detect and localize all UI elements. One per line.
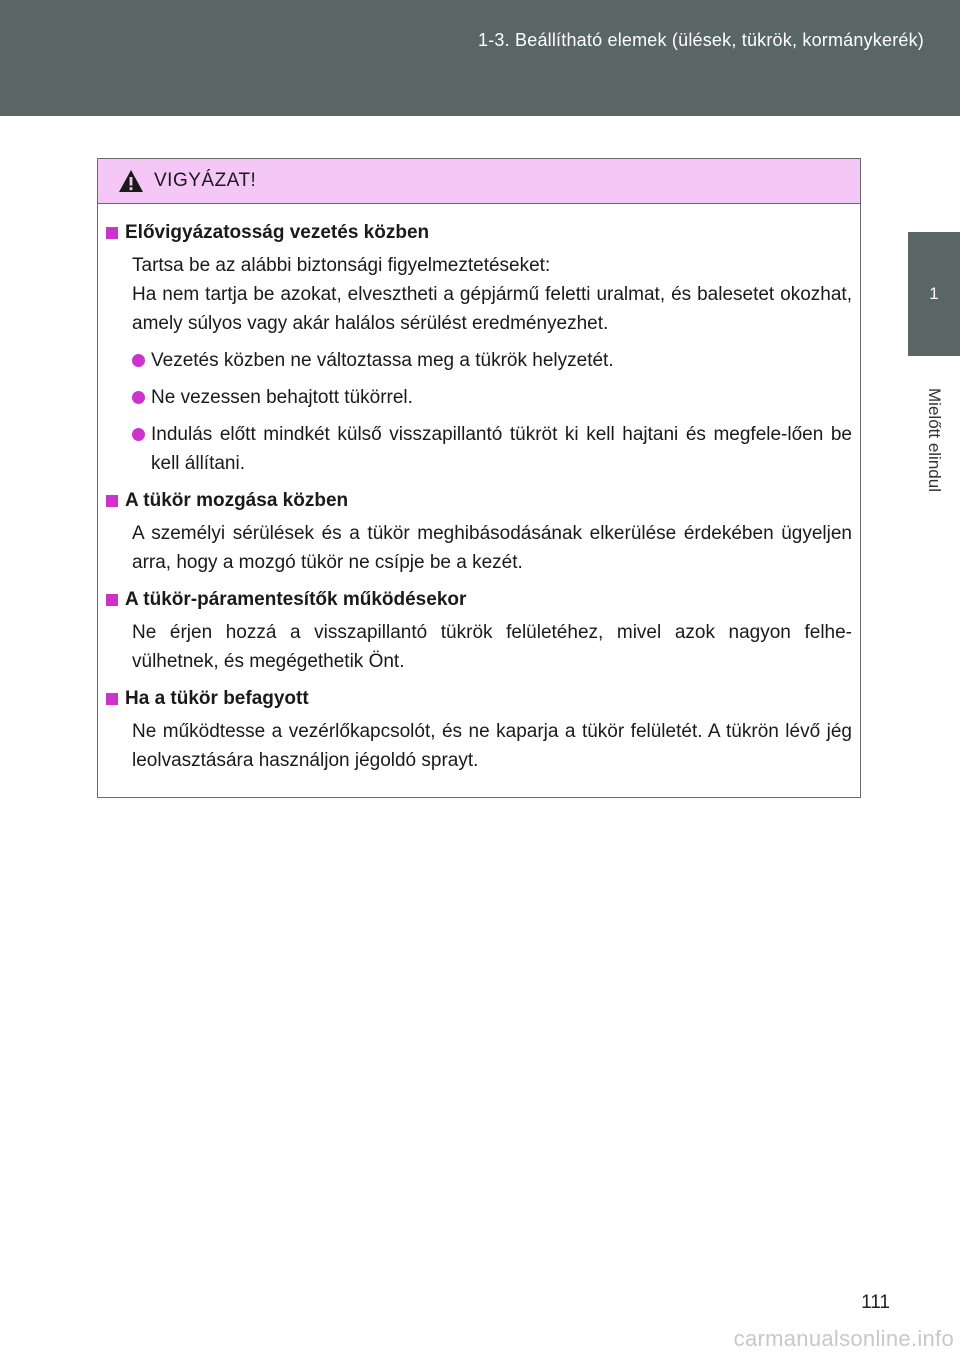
paragraph-line: Ha nem tartja be azokat, elvesztheti a gépjármű feletti uralmat, és balesetet okozhat, amely súlyos vagy akár halálos sérülést eredményezhet.	[132, 284, 852, 334]
section-heading-text: A tükör-páramentesítők működésekor	[125, 589, 467, 610]
section-mirror-moving	[106, 486, 852, 577]
section-heading	[106, 585, 852, 614]
section-frozen-mirror	[106, 684, 852, 775]
chapter-side-label: Mielőtt elindul	[925, 388, 944, 492]
bullet-text: Indulás előtt mindkét külső visszapillantó tükröt ki kell hajtani és megfele-lően be kell állítani.	[151, 424, 852, 474]
chapter-tab	[908, 232, 960, 356]
chapter-title: 1-3. Beállítható elemek (ülések, tükrök, kormánykerék)	[478, 30, 924, 50]
square-bullet-icon	[106, 594, 118, 606]
warning-triangle-icon	[118, 169, 144, 193]
section-heading-text: A tükör mozgása közben	[125, 490, 349, 511]
page-header	[0, 0, 960, 116]
section-paragraph: Ne érjen hozzá a visszapillantó tükrök felületéhez, mivel azok nagyon felhe-vülhetnek, és megégethetik Önt.	[132, 622, 852, 672]
watermark: carmanualsonline.info	[733, 1326, 954, 1351]
square-bullet-icon	[106, 227, 118, 239]
bullet-text: Vezetés közben ne változtassa meg a tükrök helyzetét.	[151, 350, 614, 371]
bullet-item	[132, 420, 852, 478]
square-bullet-icon	[106, 495, 118, 507]
section-heading	[106, 486, 852, 515]
section-paragraph	[132, 251, 852, 338]
chapter-number: 1	[929, 284, 939, 303]
section-defoggers	[106, 585, 852, 676]
paragraph-line: Tartsa be az alábbi biztonsági figyelmeztetéseket:	[132, 255, 551, 276]
section-heading-text: Ha a tükör befagyott	[125, 688, 309, 709]
section-heading	[106, 218, 852, 247]
square-bullet-icon	[106, 693, 118, 705]
section-driving	[106, 218, 852, 478]
section-paragraph: A személyi sérülések és a tükör meghibásodásának elkerülése érdekében ügyeljen arra, hogy a mozgó tükör ne csípje be a kezét.	[132, 523, 852, 573]
bullet-text: Ne vezessen behajtott tükörrel.	[151, 387, 413, 408]
section-heading	[106, 684, 852, 713]
warning-body	[98, 204, 860, 775]
circle-bullet-icon	[132, 428, 145, 441]
warning-title: VIGYÁZAT!	[154, 170, 257, 191]
warning-box	[97, 158, 861, 798]
warning-header	[98, 159, 860, 204]
page-number: 111	[861, 1292, 890, 1313]
bullet-item	[132, 346, 852, 375]
section-heading-text: Elővigyázatosság vezetés közben	[125, 222, 430, 243]
bullet-item	[132, 383, 852, 412]
section-paragraph: Ne működtesse a vezérlőkapcsolót, és ne kaparja a tükör felületét. A tükrön lévő jég leolvasztására használjon jégoldó sprayt.	[132, 721, 852, 771]
circle-bullet-icon	[132, 391, 145, 404]
circle-bullet-icon	[132, 354, 145, 367]
